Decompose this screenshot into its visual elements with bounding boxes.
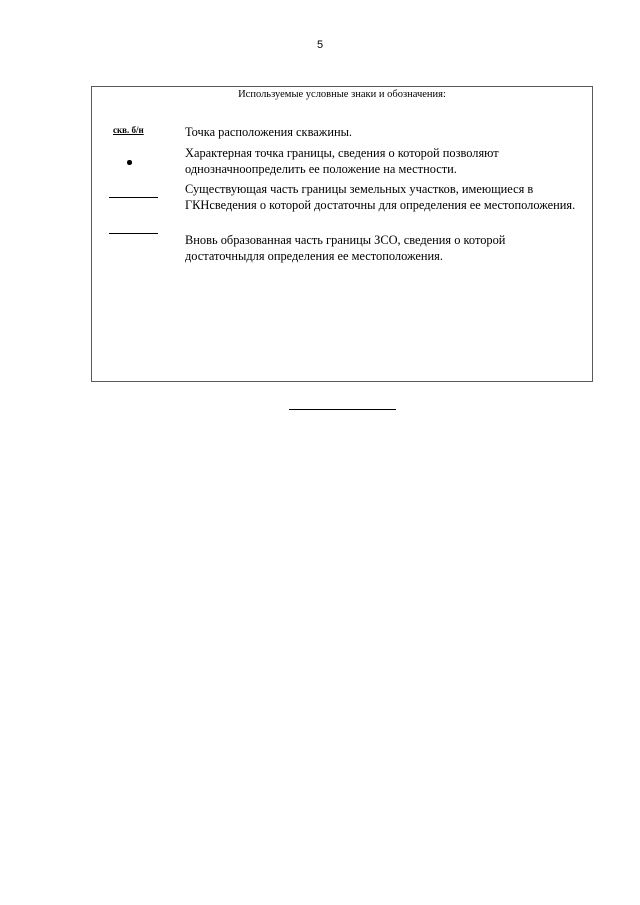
legend-item-new-boundary-description: Вновь образованная часть границы ЗСО, сведения о которой достаточныдля определения ее местоположения. xyxy=(185,233,506,263)
end-rule-divider xyxy=(289,409,396,410)
legend-item-point-description: Характерная точка границы, сведения о которой позволяют однозначноопределить ее положение на местности. xyxy=(185,146,499,176)
page-number: 5 xyxy=(316,39,324,51)
legend-item-well-description: Точка расположения скважины. xyxy=(185,125,353,139)
legend-box xyxy=(91,86,593,382)
point-icon xyxy=(127,160,132,165)
legend-item-existing-boundary-description: Существующая часть границы земельных участков, имеющиеся в ГКНсведения о которой достаточны для определения ее местоположения. xyxy=(185,182,576,212)
legend-title: Используемые условные знаки и обозначения: xyxy=(238,89,446,100)
new-boundary-line-icon xyxy=(109,233,158,234)
well-symbol-label: скв. б/н xyxy=(113,125,144,135)
existing-boundary-line-icon xyxy=(109,197,158,198)
